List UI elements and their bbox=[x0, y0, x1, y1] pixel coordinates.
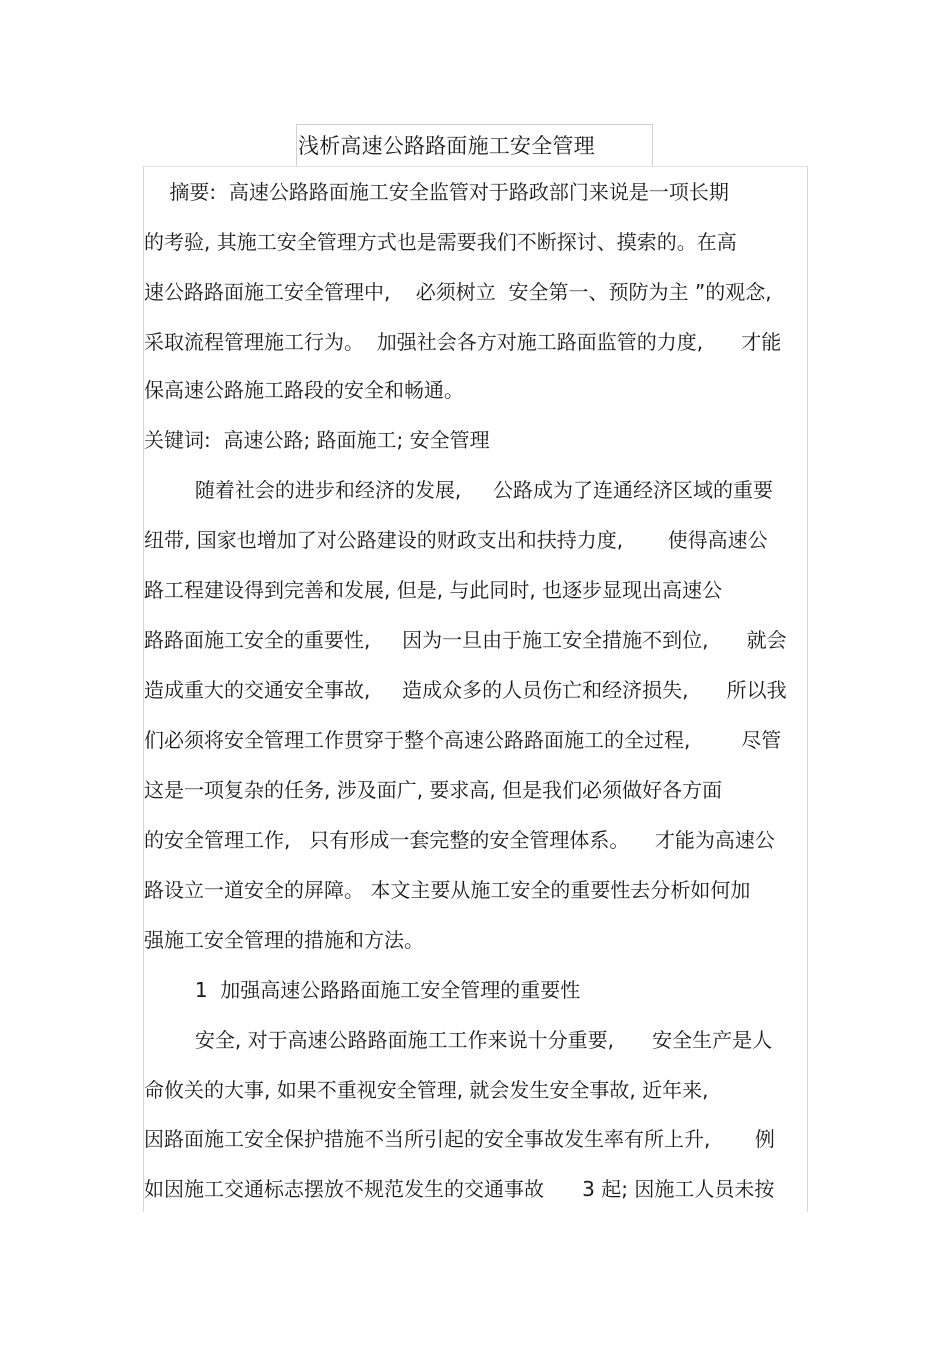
paragraph-line: 命攸关的大事, 如果不重视安全管理, 就会发生安全事故, 近年来, bbox=[144, 1078, 709, 1102]
paragraph-line: 强施工安全管理的措施和方法。 bbox=[144, 928, 424, 952]
section-heading: 1 加强高速公路路面施工安全管理的重要性 bbox=[144, 978, 581, 1002]
paragraph-line: 因路面施工安全保护措施不当所引起的安全事故发生率有所上升, 例 bbox=[144, 1127, 775, 1151]
abstract-line: 保高速公路施工路段的安全和畅通。 bbox=[144, 378, 464, 402]
paragraph-line: 路工程建设得到完善和发展, 但是, 与此同时, 也逐步显现出高速公 bbox=[144, 578, 723, 602]
paragraph-line: 的安全管理工作, 只有形成一套完整的安全管理体系。 才能为高速公 bbox=[144, 828, 775, 852]
paragraph-line: 随着社会的进步和经济的发展, 公路成为了连通经济区域的重要 bbox=[144, 478, 774, 502]
abstract-line: 的考验, 其施工安全管理方式也是需要我们不断探讨、摸索的。在高 bbox=[144, 230, 737, 254]
abstract-line: 摘要: 高速公路路面施工安全监管对于路政部门来说是一项长期 bbox=[144, 180, 729, 204]
document-title: 浅析高速公路路面施工安全管理 bbox=[298, 134, 595, 158]
keywords-line: 关键词: 高速公路; 路面施工; 安全管理 bbox=[144, 428, 490, 452]
paragraph-line: 们必须将安全管理工作贯穿于整个高速公路路面施工的全过程, 尽管 bbox=[144, 728, 782, 752]
paragraph-line: 路路面施工安全的重要性, 因为一旦由于施工安全措施不到位, 就会 bbox=[144, 628, 787, 652]
paragraph-line: 安全, 对于高速公路路面施工工作来说十分重要, 安全生产是人 bbox=[144, 1028, 773, 1052]
paragraph-line: 纽带, 国家也增加了对公路建设的财政支出和扶持力度, 使得高速公 bbox=[144, 528, 768, 552]
paragraph-line: 这是一项复杂的任务, 涉及面广, 要求高, 但是我们必须做好各方面 bbox=[144, 778, 723, 802]
paragraph-line: 造成重大的交通安全事故, 造成众多的人员伤亡和经济损失, 所以我 bbox=[144, 678, 787, 702]
paragraph-line: 路设立一道安全的屏障。 本文主要从施工安全的重要性去分析如何加 bbox=[144, 878, 751, 902]
abstract-line: 速公路路面施工安全管理中, 必须树立 安全第一、预防为主 ”的观念, bbox=[144, 280, 772, 304]
paragraph-line: 如因施工交通标志摆放不规范发生的交通事故 3 起; 因施工人员未按 bbox=[144, 1177, 775, 1201]
abstract-line: 采取流程管理施工行为。 加强社会各方对施工路面监管的力度, 才能 bbox=[144, 330, 782, 354]
